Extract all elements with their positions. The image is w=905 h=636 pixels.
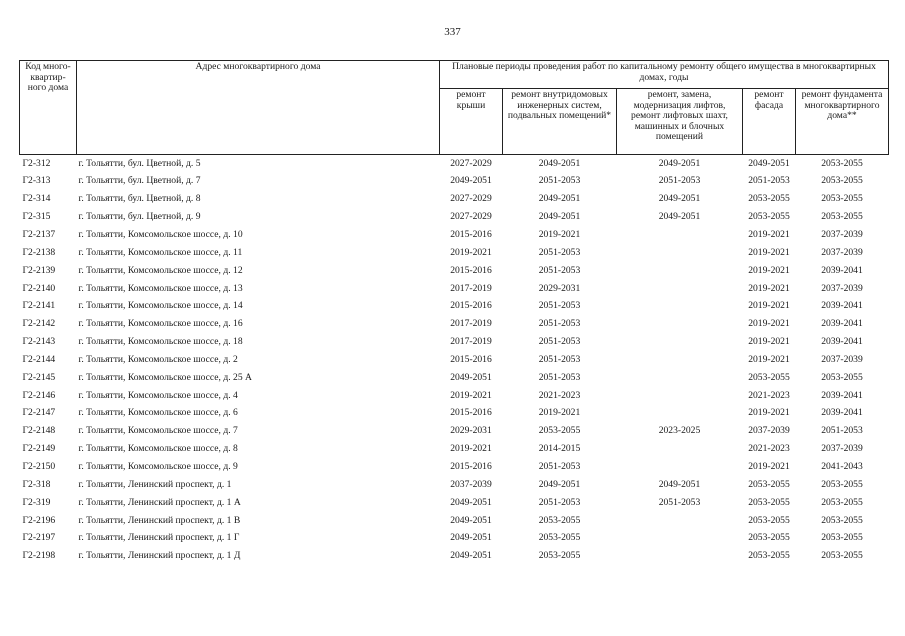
cell-facade: 2019-2021: [748, 229, 790, 241]
cell-systems: 2053-2055: [538, 425, 581, 437]
header-systems: ремонт внутридомовых инженерных систем, подвальных помещений*: [503, 89, 617, 155]
cell-foundation: 2053-2055: [821, 211, 863, 223]
table-row: [20, 530, 889, 548]
header-facade: ремонт фасада: [743, 89, 796, 155]
table-row: [20, 244, 889, 262]
cell-facade: 2053-2055: [748, 211, 790, 223]
cell-facade: 2019-2021: [748, 246, 790, 258]
cell-code: Г2-2150: [22, 460, 56, 472]
table-row: [20, 226, 889, 244]
cell-code: Г2-2140: [22, 282, 56, 294]
cell-address: г. Тольятти, Комсомольское шоссе, д. 25 А: [78, 371, 252, 383]
cell-roof: 2037-2039: [450, 478, 492, 490]
cell-lifts: [617, 244, 743, 262]
cell-lifts: [617, 280, 743, 298]
table-row: [20, 405, 889, 423]
cell-roof: 2049-2051: [450, 175, 492, 187]
cell-lifts: [617, 369, 743, 387]
cell-address: г. Тольятти, Комсомольское шоссе, д. 7: [78, 425, 238, 437]
cell-roof: 2027-2029: [450, 193, 492, 205]
table-header: [20, 61, 889, 155]
cell-address: г. Тольятти, Ленинский проспект, д. 1 А: [78, 496, 241, 508]
cell-address: г. Тольятти, Комсомольское шоссе, д. 14: [78, 300, 243, 312]
cell-systems: 2051-2053: [538, 264, 581, 276]
cell-facade: 2021-2023: [748, 443, 790, 455]
cell-address: г. Тольятти, Комсомольское шоссе, д. 13: [78, 282, 243, 294]
cell-code: Г2-2141: [22, 300, 56, 312]
table-row: [20, 476, 889, 494]
cell-foundation: 2039-2041: [821, 407, 863, 419]
cell-code: Г2-2138: [22, 246, 56, 258]
cell-lifts: [617, 262, 743, 280]
cell-facade: 2053-2055: [748, 532, 790, 544]
cell-lifts: [617, 530, 743, 548]
cell-systems: 2051-2053: [538, 371, 581, 383]
cell-roof: 2027-2029: [450, 211, 492, 223]
cell-facade: 2053-2055: [748, 478, 790, 490]
cell-address: г. Тольятти, бул. Цветной, д. 9: [78, 211, 201, 223]
table-row: [20, 298, 889, 316]
cell-roof: 2015-2016: [450, 264, 492, 276]
cell-foundation: 2037-2039: [821, 282, 863, 294]
cell-foundation: 2041-2043: [821, 460, 863, 472]
cell-code: Г2-2149: [22, 443, 56, 455]
cell-address: г. Тольятти, бул. Цветной, д. 8: [78, 193, 201, 205]
cell-systems: 2051-2053: [538, 300, 581, 312]
cell-lifts: [617, 333, 743, 351]
table-row: [20, 369, 889, 387]
cell-roof: 2049-2051: [450, 496, 492, 508]
table-row: [20, 387, 889, 405]
cell-facade: 2049-2051: [748, 157, 790, 169]
cell-lifts: [617, 387, 743, 405]
cell-facade: 2019-2021: [748, 264, 790, 276]
cell-lifts: [617, 226, 743, 244]
cell-facade: 2037-2039: [748, 425, 790, 437]
page-number: 337: [444, 26, 461, 38]
cell-facade: 2053-2055: [748, 514, 790, 526]
cell-facade: 2019-2021: [748, 318, 790, 330]
cell-code: Г2-2197: [22, 532, 56, 544]
cell-facade: 2053-2055: [748, 371, 790, 383]
table-row: [20, 333, 889, 351]
header-roof: ремонт крыши: [440, 89, 503, 155]
cell-address: г. Тольятти, Комсомольское шоссе, д. 18: [78, 336, 243, 348]
cell-systems: 2051-2053: [538, 175, 581, 187]
cell-address: г. Тольятти, Ленинский проспект, д. 1 Г: [78, 532, 240, 544]
table-body: [20, 155, 889, 566]
cell-foundation: 2053-2055: [821, 193, 863, 205]
table-row: [20, 458, 889, 476]
cell-lifts: 2049-2051: [658, 157, 701, 169]
cell-foundation: 2053-2055: [821, 496, 863, 508]
cell-code: Г2-2142: [22, 318, 56, 330]
cell-roof: 2019-2021: [450, 246, 492, 258]
cell-foundation: 2053-2055: [821, 514, 863, 526]
cell-foundation: 2039-2041: [821, 336, 863, 348]
cell-systems: 2014-2015: [538, 443, 581, 455]
cell-lifts: 2051-2053: [658, 175, 701, 187]
table-row: [20, 209, 889, 227]
cell-foundation: 2037-2039: [821, 353, 863, 365]
cell-roof: 2019-2021: [450, 443, 492, 455]
cell-roof: 2049-2051: [450, 514, 492, 526]
cell-code: Г2-318: [22, 478, 51, 490]
table-row: [20, 441, 889, 459]
table-row: [20, 155, 889, 173]
cell-systems: 2051-2053: [538, 318, 581, 330]
cell-systems: 2049-2051: [538, 478, 581, 490]
cell-address: г. Тольятти, Комсомольское шоссе, д. 10: [78, 229, 243, 241]
cell-lifts: 2049-2051: [658, 211, 701, 223]
cell-lifts: 2023-2025: [658, 425, 701, 437]
cell-code: Г2-312: [22, 157, 51, 169]
cell-foundation: 2037-2039: [821, 246, 863, 258]
cell-roof: 2017-2019: [450, 282, 492, 294]
table-row: [20, 512, 889, 530]
cell-systems: 2053-2055: [538, 550, 581, 562]
cell-lifts: [617, 298, 743, 316]
table-row: [20, 191, 889, 209]
cell-roof: 2019-2021: [450, 389, 492, 401]
cell-code: Г2-313: [22, 175, 51, 187]
cell-address: г. Тольятти, Комсомольское шоссе, д. 8: [78, 443, 238, 455]
cell-systems: 2019-2021: [538, 229, 581, 241]
header-address: Адрес многоквартирного дома: [77, 61, 440, 155]
cell-systems: 2051-2053: [538, 353, 581, 365]
cell-roof: 2015-2016: [450, 407, 492, 419]
cell-address: г. Тольятти, Комсомольское шоссе, д. 11: [78, 246, 243, 258]
cell-foundation: 2053-2055: [821, 478, 863, 490]
cell-roof: 2017-2019: [450, 318, 492, 330]
cell-facade: 2053-2055: [748, 496, 790, 508]
cell-address: г. Тольятти, Комсомольское шоссе, д. 9: [78, 460, 238, 472]
header-periods: Плановые периоды проведения работ по капитальному ремонту общего имущества в многоквартирных домах, годы: [440, 61, 889, 89]
cell-roof: 2015-2016: [450, 460, 492, 472]
cell-facade: 2019-2021: [748, 336, 790, 348]
cell-address: г. Тольятти, Ленинский проспект, д. 1 Д: [78, 550, 241, 562]
cell-roof: 2049-2051: [450, 550, 492, 562]
cell-lifts: [617, 458, 743, 476]
cell-roof: 2029-2031: [450, 425, 492, 437]
cell-roof: 2017-2019: [450, 336, 492, 348]
cell-facade: 2019-2021: [748, 407, 790, 419]
cell-code: Г2-2196: [22, 514, 56, 526]
table-row: [20, 351, 889, 369]
cell-code: Г2-2148: [22, 425, 56, 437]
cell-lifts: [617, 441, 743, 459]
cell-foundation: 2039-2041: [821, 264, 863, 276]
cell-systems: 2051-2053: [538, 496, 581, 508]
cell-code: Г2-2137: [22, 229, 56, 241]
cell-lifts: 2051-2053: [658, 496, 701, 508]
cell-foundation: 2051-2053: [821, 425, 863, 437]
header-code: Код много-квартир-ного дома: [20, 61, 77, 155]
cell-systems: 2051-2053: [538, 246, 581, 258]
cell-lifts: [617, 405, 743, 423]
table-row: [20, 280, 889, 298]
cell-address: г. Тольятти, бул. Цветной, д. 7: [78, 175, 201, 187]
cell-code: Г2-319: [22, 496, 51, 508]
cell-foundation: 2037-2039: [821, 443, 863, 455]
cell-foundation: 2039-2041: [821, 389, 863, 401]
cell-facade: 2051-2053: [748, 175, 790, 187]
cell-lifts: [617, 512, 743, 530]
cell-facade: 2021-2023: [748, 389, 790, 401]
cell-systems: 2049-2051: [538, 157, 581, 169]
cell-systems: 2019-2021: [538, 407, 581, 419]
cell-foundation: 2053-2055: [821, 371, 863, 383]
cell-foundation: 2053-2055: [821, 157, 863, 169]
cell-systems: 2053-2055: [538, 514, 581, 526]
header-foundation: ремонт фундамента многоквартирного дома**: [796, 89, 889, 155]
cell-foundation: 2037-2039: [821, 229, 863, 241]
cell-code: Г2-2145: [22, 371, 56, 383]
cell-systems: 2053-2055: [538, 532, 581, 544]
table-row: [20, 173, 889, 191]
cell-roof: 2027-2029: [450, 157, 492, 169]
cell-roof: 2049-2051: [450, 371, 492, 383]
cell-foundation: 2053-2055: [821, 550, 863, 562]
cell-code: Г2-2139: [22, 264, 56, 276]
cell-address: г. Тольятти, Ленинский проспект, д. 1 В: [78, 514, 241, 526]
cell-foundation: 2053-2055: [821, 532, 863, 544]
cell-foundation: 2039-2041: [821, 318, 863, 330]
cell-roof: 2015-2016: [450, 229, 492, 241]
cell-lifts: 2049-2051: [658, 478, 701, 490]
cell-facade: 2019-2021: [748, 300, 790, 312]
cell-lifts: [617, 316, 743, 334]
cell-facade: 2053-2055: [748, 193, 790, 205]
table-row: [20, 423, 889, 441]
cell-systems: 2049-2051: [538, 211, 581, 223]
cell-facade: 2053-2055: [748, 550, 790, 562]
cell-code: Г2-2146: [22, 389, 56, 401]
cell-lifts: [617, 351, 743, 369]
capital-repair-table: [19, 60, 889, 565]
cell-systems: 2029-2031: [538, 282, 581, 294]
cell-systems: 2051-2053: [538, 460, 581, 472]
cell-systems: 2051-2053: [538, 336, 581, 348]
table-row: [20, 262, 889, 280]
cell-address: г. Тольятти, бул. Цветной, д. 5: [78, 157, 201, 169]
cell-code: Г2-2143: [22, 336, 56, 348]
cell-facade: 2019-2021: [748, 282, 790, 294]
cell-code: Г2-2147: [22, 407, 56, 419]
cell-address: г. Тольятти, Комсомольское шоссе, д. 16: [78, 318, 243, 330]
cell-foundation: 2053-2055: [821, 175, 863, 187]
cell-lifts: 2049-2051: [658, 193, 701, 205]
cell-systems: 2021-2023: [538, 389, 581, 401]
cell-roof: 2015-2016: [450, 300, 492, 312]
cell-code: Г2-2198: [22, 550, 56, 562]
cell-code: Г2-314: [22, 193, 51, 205]
cell-facade: 2019-2021: [748, 353, 790, 365]
cell-systems: 2049-2051: [538, 193, 581, 205]
cell-address: г. Тольятти, Комсомольское шоссе, д. 4: [78, 389, 238, 401]
table-row: [20, 316, 889, 334]
cell-address: г. Тольятти, Комсомольское шоссе, д. 6: [78, 407, 238, 419]
cell-address: г. Тольятти, Комсомольское шоссе, д. 12: [78, 264, 243, 276]
cell-address: г. Тольятти, Комсомольское шоссе, д. 2: [78, 353, 238, 365]
table-row: [20, 548, 889, 566]
cell-lifts: [617, 548, 743, 566]
cell-code: Г2-2144: [22, 353, 56, 365]
cell-foundation: 2039-2041: [821, 300, 863, 312]
table-row: [20, 494, 889, 512]
cell-roof: 2015-2016: [450, 353, 492, 365]
cell-address: г. Тольятти, Ленинский проспект, д. 1: [78, 478, 232, 490]
header-lifts: ремонт, замена, модернизация лифтов, ремонт лифтовых шахт, машинных и блочных помещений: [617, 89, 743, 155]
cell-facade: 2019-2021: [748, 460, 790, 472]
cell-code: Г2-315: [22, 211, 51, 223]
cell-roof: 2049-2051: [450, 532, 492, 544]
